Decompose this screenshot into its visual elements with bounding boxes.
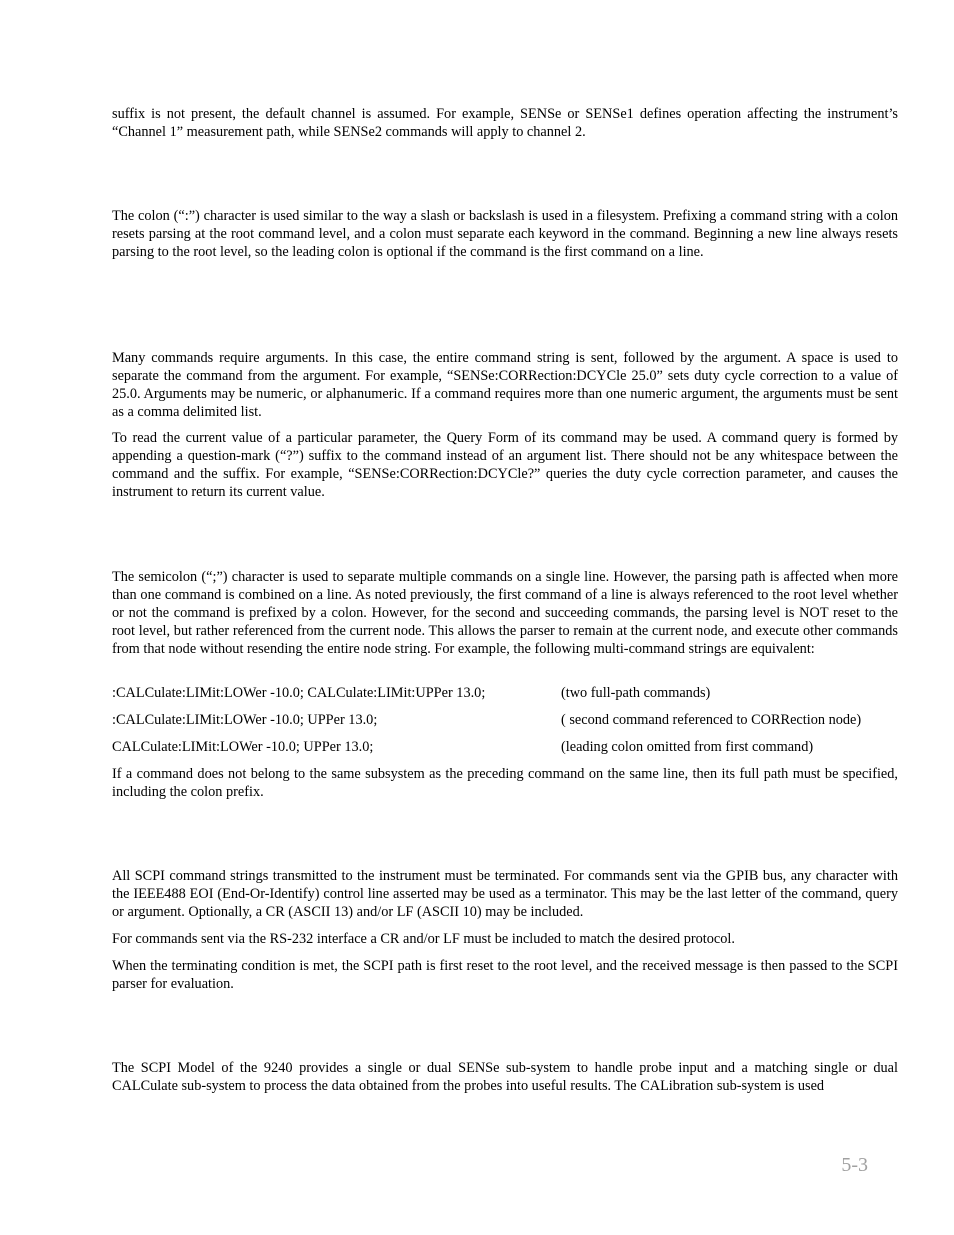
paragraph-terminating-condition: When the terminating condition is met, the SCPI path is first reset to the root level, and the received message is then passed to the SCPI parser for evaluation. [112, 958, 898, 992]
paragraph-arguments: Many commands require arguments. In this case, the entire command string is sent, followed by the argument. A space is used to separate the command from the argument. For example, “SENSe:CORRection:DCYCle 25.0” sets duty cycle correction to a value of 25.0. Arguments may be numeric, or alphanumeric. If a command requires more than one numeric argument, the arguments must be sent as a comma delimited list. [112, 350, 898, 420]
command-example-text: :CALCulate:LIMit:LOWer -10.0; UPPer 13.0; [112, 712, 378, 728]
paragraph-semicolon-usage: The semicolon (“;”) character is used to separate multiple commands on a single line. However, the parsing path is affected when more than one command is combined on a line. As noted previously, the first command of a line is always referenced to the root level whether or not the command is prefixed by a colon. However, for the second and succeeding commands, the parsing level is NOT reset to the root level, but rather referenced from the current node. This allows the parser to remain at the current node, and execute other commands from that node without resending the entire node string. For example, the following multi-command strings are equivalent: [112, 569, 898, 657]
paragraph-channel-suffix: suffix is not present, the default channel is assumed. For example, SENSe or SENSe1 defines operation affecting the instrument’s “Channel 1” measurement path, while SENSe2 commands will apply to channel 2. [112, 106, 898, 140]
paragraph-scpi-model: The SCPI Model of the 9240 provides a single or dual SENSe sub-system to handle probe input and a matching single or dual CALCulate sub-system to process the data obtained from the probes into useful results. The CALibration sub-system is used [112, 1060, 898, 1094]
page-number: 5-3 [841, 1154, 868, 1176]
command-example-row [112, 711, 898, 729]
paragraph-query-form: To read the current value of a particular parameter, the Query Form of its command may be used. A command query is formed by appending a question-mark (“?”) suffix to the command instead of an argument list. There should not be any whitespace between the command and the suffix. For example, “SENSe:CORRection:DCYCle?” queries the duty cycle correction parameter, and causes the instrument to return its current value. [112, 430, 898, 500]
command-example-note: (leading colon omitted from first command) [561, 739, 814, 755]
command-example-row [112, 738, 898, 756]
command-example-note: ( second command referenced to CORRection node) [561, 712, 862, 728]
command-example-row [112, 684, 898, 702]
command-example-text: CALCulate:LIMit:LOWer -10.0; UPPer 13.0; [112, 739, 374, 755]
paragraph-termination: All SCPI command strings transmitted to the instrument must be terminated. For commands sent via the GPIB bus, any character with the IEEE488 EOI (End-Or-Identify) control line asserted may be used as a terminator. This may be the last letter of the command, query or argument. Optionally, a CR (ASCII 13) and/or LF (ASCII 10) may be included. [112, 868, 898, 920]
paragraph-rs232: For commands sent via the RS-232 interface a CR and/or LF must be included to match the desired protocol. [112, 931, 735, 947]
command-example-note: (two full-path commands) [561, 685, 711, 701]
paragraph-colon-usage: The colon (“:”) character is used similar to the way a slash or backslash is used in a filesystem. Prefixing a command string with a colon resets parsing at the root command level, and a colon must separate each keyword in the command. Beginning a new line always resets parsing to the root level, so the leading colon is optional if the command is the first command on a line. [112, 208, 898, 260]
paragraph-full-path: If a command does not belong to the same subsystem as the preceding command on the same line, then its full path must be specified, including the colon prefix. [112, 766, 898, 800]
command-example-text: :CALCulate:LIMit:LOWer -10.0; CALCulate:LIMit:UPPer 13.0; [112, 685, 486, 701]
